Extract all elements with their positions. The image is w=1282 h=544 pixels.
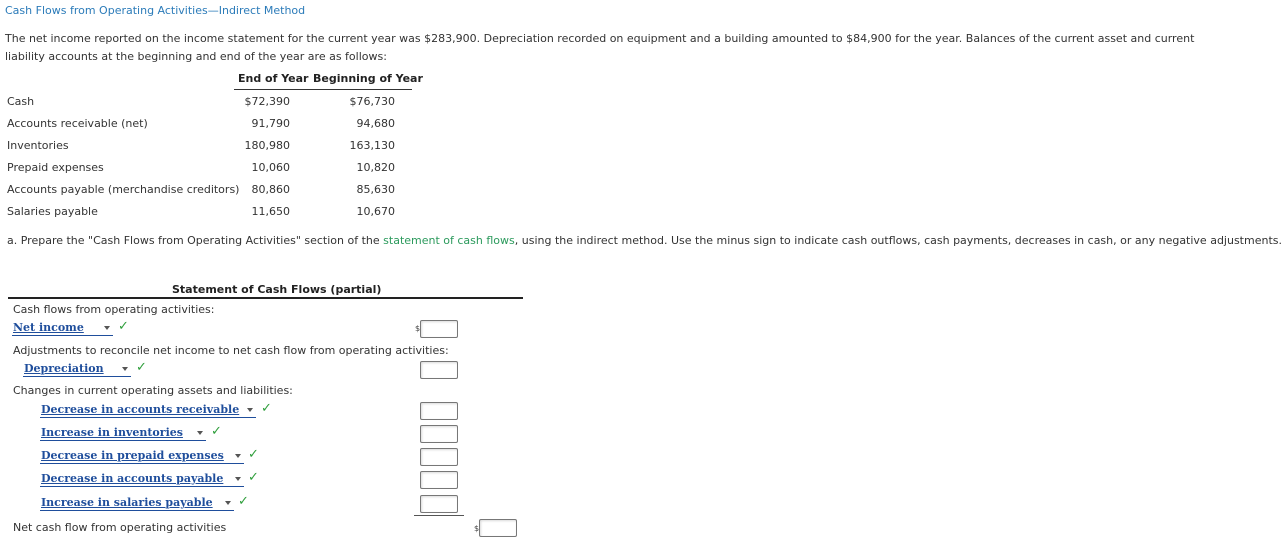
check-icon: ✓ [261, 401, 272, 416]
statement-of-cash-flows-link[interactable]: statement of cash flows [383, 234, 515, 247]
change-select-inventories[interactable] [40, 426, 206, 441]
check-icon: ✓ [238, 494, 249, 509]
col-end-of-year: End of Year [238, 72, 309, 85]
check-icon: ✓ [118, 319, 129, 334]
row-begin-value: 85,630 [356, 183, 395, 196]
row-end-value: 180,980 [244, 139, 290, 152]
row-label: Accounts receivable (net) [7, 117, 148, 130]
net-cash-flow-amount-input[interactable] [479, 519, 517, 537]
net-income-select-label: Net income [13, 321, 84, 334]
change-select-accounts-receivable[interactable] [40, 403, 256, 418]
row-begin-value: 163,130 [349, 139, 395, 152]
check-icon: ✓ [136, 360, 147, 375]
currency-symbol: $ [474, 524, 480, 533]
chevron-down-icon [225, 501, 231, 505]
row-label: Inventories [7, 139, 69, 152]
change-select-salaries-payable[interactable] [40, 496, 234, 511]
row-label: Prepaid expenses [7, 161, 104, 174]
chevron-down-icon [197, 431, 203, 435]
depreciation-select-label: Depreciation [24, 362, 104, 375]
row-begin-value: 10,820 [356, 161, 395, 174]
instruction-prefix: a. Prepare the "Cash Flows from Operating Activities" section of the [7, 234, 384, 247]
changes-label: Changes in current operating assets and liabilities: [13, 384, 293, 397]
row-label: Cash [7, 95, 35, 108]
change-select-label: Decrease in accounts payable [41, 472, 224, 485]
row-end-value: $72,390 [244, 95, 290, 108]
prepaid-expenses-amount-input[interactable] [420, 448, 458, 466]
col-beginning-of-year: Beginning of Year [313, 72, 423, 85]
row-end-value: 10,060 [251, 161, 290, 174]
chevron-down-icon [247, 408, 253, 412]
row-end-value: 80,860 [251, 183, 290, 196]
row-end-value: 11,650 [251, 205, 290, 218]
currency-symbol: $ [415, 324, 421, 333]
net-income-select[interactable] [12, 321, 113, 336]
row-label: Accounts payable (merchandise creditors) [7, 183, 240, 196]
check-icon: ✓ [248, 447, 259, 462]
salaries-payable-amount-input[interactable] [420, 495, 458, 513]
change-select-label: Decrease in prepaid expenses [41, 449, 224, 462]
inventories-amount-input[interactable] [420, 425, 458, 443]
statement-title-rule [8, 297, 523, 299]
instruction-text [7, 234, 1282, 247]
adjustments-label: Adjustments to reconcile net income to net cash flow from operating activities: [13, 344, 449, 357]
change-select-accounts-payable[interactable] [40, 472, 244, 487]
page-title: Cash Flows from Operating Activities—Indirect Method [5, 4, 306, 17]
row-begin-value: 94,680 [356, 117, 395, 130]
depreciation-amount-input[interactable] [420, 361, 458, 379]
chevron-down-icon [235, 454, 241, 458]
row-begin-value: $76,730 [349, 95, 395, 108]
row-end-value: 91,790 [251, 117, 290, 130]
check-icon: ✓ [211, 424, 222, 439]
change-select-label: Decrease in accounts receivable [41, 403, 240, 416]
accounts-receivable-amount-input[interactable] [420, 402, 458, 420]
net-income-amount-input[interactable] [420, 320, 458, 338]
row-label: Salaries payable [7, 205, 98, 218]
section-label: Cash flows from operating activities: [13, 303, 215, 316]
chevron-down-icon [104, 326, 110, 330]
check-icon: ✓ [248, 470, 259, 485]
change-select-prepaid-expenses[interactable] [40, 449, 244, 464]
header-rule [234, 89, 412, 90]
change-select-label: Increase in salaries payable [41, 496, 213, 509]
depreciation-select[interactable] [23, 362, 131, 377]
change-select-label: Increase in inventories [41, 426, 183, 439]
problem-intro: The net income reported on the income statement for the current year was $283,900. Depreciation recorded on equipment and a building amounted to $84,900 for the year. Balances of the current asset and current liability accounts at the beginning and end of the year are as follows: [5, 32, 1195, 63]
statement-title: Statement of Cash Flows (partial) [172, 283, 382, 296]
subtotal-rule [414, 515, 464, 516]
chevron-down-icon [122, 367, 128, 371]
chevron-down-icon [235, 477, 241, 481]
net-cash-flow-label: Net cash flow from operating activities [13, 521, 227, 534]
accounts-payable-amount-input[interactable] [420, 471, 458, 489]
row-begin-value: 10,670 [356, 205, 395, 218]
instruction-suffix: , using the indirect method. Use the minus sign to indicate cash outflows, cash payments, decreases in cash, or any negative adjustments. [514, 234, 1282, 247]
